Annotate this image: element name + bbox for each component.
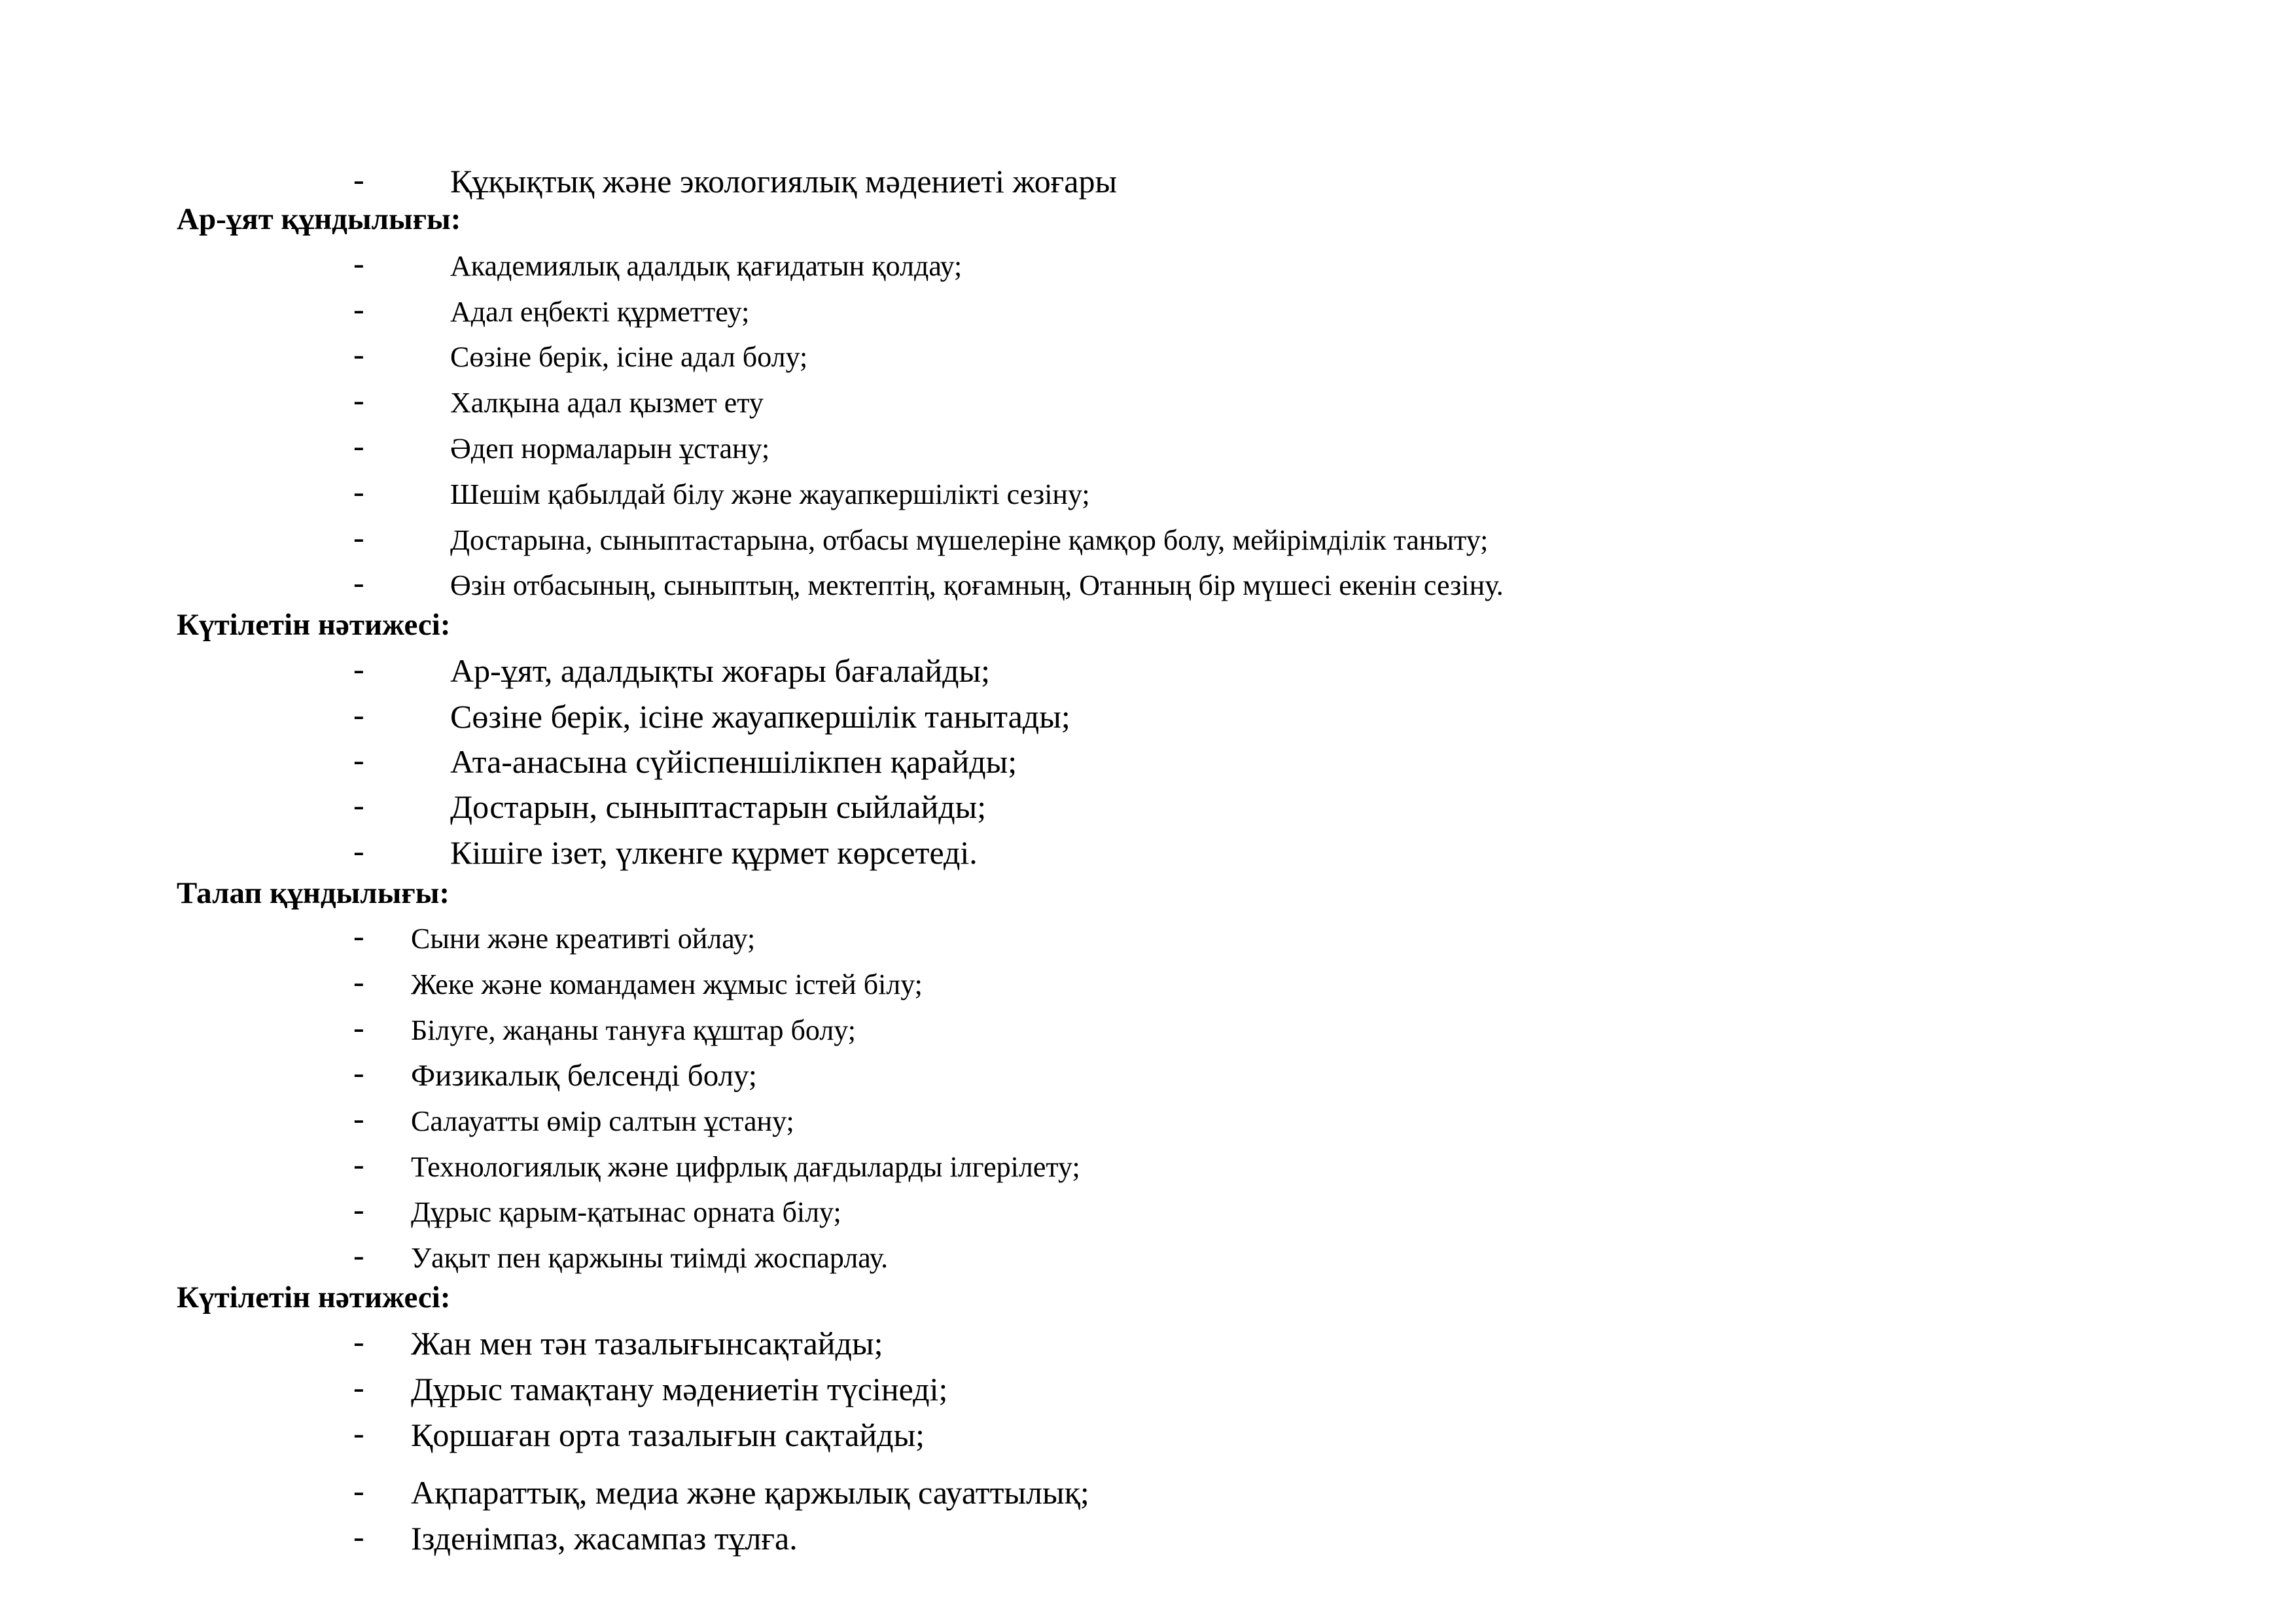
list-item-text: Шешім қабылдай білу және жауапкершілікті сезіну; bbox=[450, 478, 1090, 510]
dash-bullet: - bbox=[353, 1009, 364, 1046]
list-item bbox=[0, 916, 2296, 962]
list-item bbox=[0, 1413, 2296, 1459]
list-item bbox=[0, 1517, 2296, 1562]
dash-bullet: - bbox=[353, 1369, 364, 1405]
list-item-text: Дұрыс тамақтану мәдениетін түсінеді; bbox=[411, 1371, 948, 1407]
list-item bbox=[0, 1053, 2296, 1099]
list-item bbox=[0, 1099, 2296, 1144]
list-item bbox=[0, 1368, 2296, 1413]
list-item-text: Адал еңбекті құрметтеу; bbox=[450, 296, 750, 328]
list-item bbox=[0, 472, 2296, 518]
dash-bullet: - bbox=[353, 741, 364, 778]
list-item-text: Достарын, сыныптастарын сыйлайды; bbox=[450, 788, 987, 825]
list-item-text: Ізденімпаз, жасампаз тұлға. bbox=[411, 1520, 798, 1557]
list-item bbox=[0, 289, 2296, 335]
list-item bbox=[0, 785, 2296, 831]
list-item-text: Білуге, жаңаны тануға құштар болу; bbox=[411, 1014, 856, 1046]
dash-bullet: - bbox=[353, 650, 364, 687]
list-item-text: Кішіге ізет, үлкенге құрмет көрсетеді. bbox=[450, 834, 978, 871]
dash-bullet: - bbox=[353, 1415, 364, 1451]
list-item bbox=[0, 1190, 2296, 1235]
list-item bbox=[0, 563, 2296, 609]
list-item-text: Ата-анасына сүйіспеншілікпен қарайды; bbox=[450, 743, 1017, 780]
dash-bullet: - bbox=[353, 1191, 364, 1227]
dash-bullet: - bbox=[353, 291, 364, 327]
section-heading-results: Күтілетін нәтижесі: bbox=[177, 608, 451, 642]
list-item-text: Физикалық белсенді болу; bbox=[411, 1059, 757, 1093]
list-item bbox=[0, 649, 2296, 695]
dash-bullet: - bbox=[353, 786, 364, 823]
dash-bullet: - bbox=[353, 1054, 364, 1091]
dash-bullet: - bbox=[353, 1472, 364, 1509]
list-item bbox=[0, 740, 2296, 786]
dash-bullet: - bbox=[353, 963, 364, 1000]
dash-bullet: - bbox=[353, 564, 364, 601]
list-item-text: Өзін отбасының, сыныптың, мектептің, қоғамның, Отанның бір мүшесі екенін сезіну. bbox=[450, 569, 1504, 601]
list-item bbox=[0, 695, 2296, 741]
list-item-text: Әдеп нормаларын ұстану; bbox=[450, 432, 770, 465]
dash-bullet: - bbox=[353, 473, 364, 510]
dash-bullet: - bbox=[353, 336, 364, 372]
list-item-text: Құқықтық және экологиялық мәдениеті жоғары bbox=[450, 163, 1118, 200]
dash-bullet: - bbox=[353, 917, 364, 954]
section-heading-results: Күтілетін нәтижесі: bbox=[177, 1280, 451, 1315]
dash-bullet: - bbox=[353, 1146, 364, 1182]
list-item-text: Уақыт пен қаржыны тиімді жоспарлау. bbox=[411, 1242, 889, 1274]
list-item-text: Ар-ұят, адалдықты жоғары бағалайды; bbox=[450, 652, 991, 689]
dash-bullet: - bbox=[353, 161, 364, 198]
list-item-text: Сөзіне берік, ісіне адал болу; bbox=[450, 341, 808, 373]
list-item bbox=[0, 1471, 2296, 1517]
dash-bullet: - bbox=[353, 1518, 364, 1555]
list-item bbox=[0, 1144, 2296, 1190]
list-item bbox=[0, 831, 2296, 877]
list-item-text: Сыни және креативті ойлау; bbox=[411, 923, 756, 955]
list-item-text: Дұрыс қарым-қатынас орната білу; bbox=[411, 1196, 841, 1228]
list-item bbox=[0, 380, 2296, 426]
list-item-text: Сөзіне берік, ісіне жауапкершілік танытады; bbox=[450, 698, 1070, 735]
dash-bullet: - bbox=[353, 519, 364, 556]
list-item-text: Салауатты өмір салтын ұстану; bbox=[411, 1105, 794, 1137]
list-item bbox=[0, 518, 2296, 563]
list-item-text: Жан мен тән тазалығынсақтайды; bbox=[411, 1325, 883, 1362]
list-item bbox=[0, 243, 2296, 289]
list-item bbox=[0, 962, 2296, 1008]
dash-bullet: - bbox=[353, 427, 364, 464]
dash-bullet: - bbox=[353, 696, 364, 733]
dash-bullet: - bbox=[353, 1323, 364, 1360]
dash-bullet: - bbox=[353, 832, 364, 869]
dash-bullet: - bbox=[353, 1237, 364, 1273]
dash-bullet: - bbox=[353, 245, 364, 281]
list-item-text: Халқына адал қызмет ету bbox=[450, 387, 764, 419]
section-heading-ar-uyat: Ар-ұят құндылығы: bbox=[177, 202, 461, 236]
list-item-text: Жеке және командамен жұмыс істей білу; bbox=[411, 968, 923, 1000]
list-item-text: Достарына, сыныптастарына, отбасы мүшелеріне қамқор болу, мейірімділік таныту; bbox=[450, 524, 1489, 556]
list-item bbox=[0, 334, 2296, 380]
list-item bbox=[0, 1322, 2296, 1368]
dash-bullet: - bbox=[353, 381, 364, 418]
list-item-text: Қоршаған орта тазалығын сақтайды; bbox=[411, 1417, 925, 1453]
section-heading-talap: Талап құндылығы: bbox=[177, 876, 450, 910]
list-item-text: Ақпараттық, медиа және қаржылық сауаттылық; bbox=[411, 1474, 1089, 1511]
list-item bbox=[0, 1008, 2296, 1053]
list-item bbox=[0, 1235, 2296, 1281]
dash-bullet: - bbox=[353, 1100, 364, 1137]
list-item-text: Академиялық адалдық қағидатын қолдау; bbox=[450, 250, 963, 282]
list-item-text: Технологиялық және цифрлық дағдыларды ілгерілету; bbox=[411, 1151, 1080, 1183]
list-item bbox=[0, 426, 2296, 472]
